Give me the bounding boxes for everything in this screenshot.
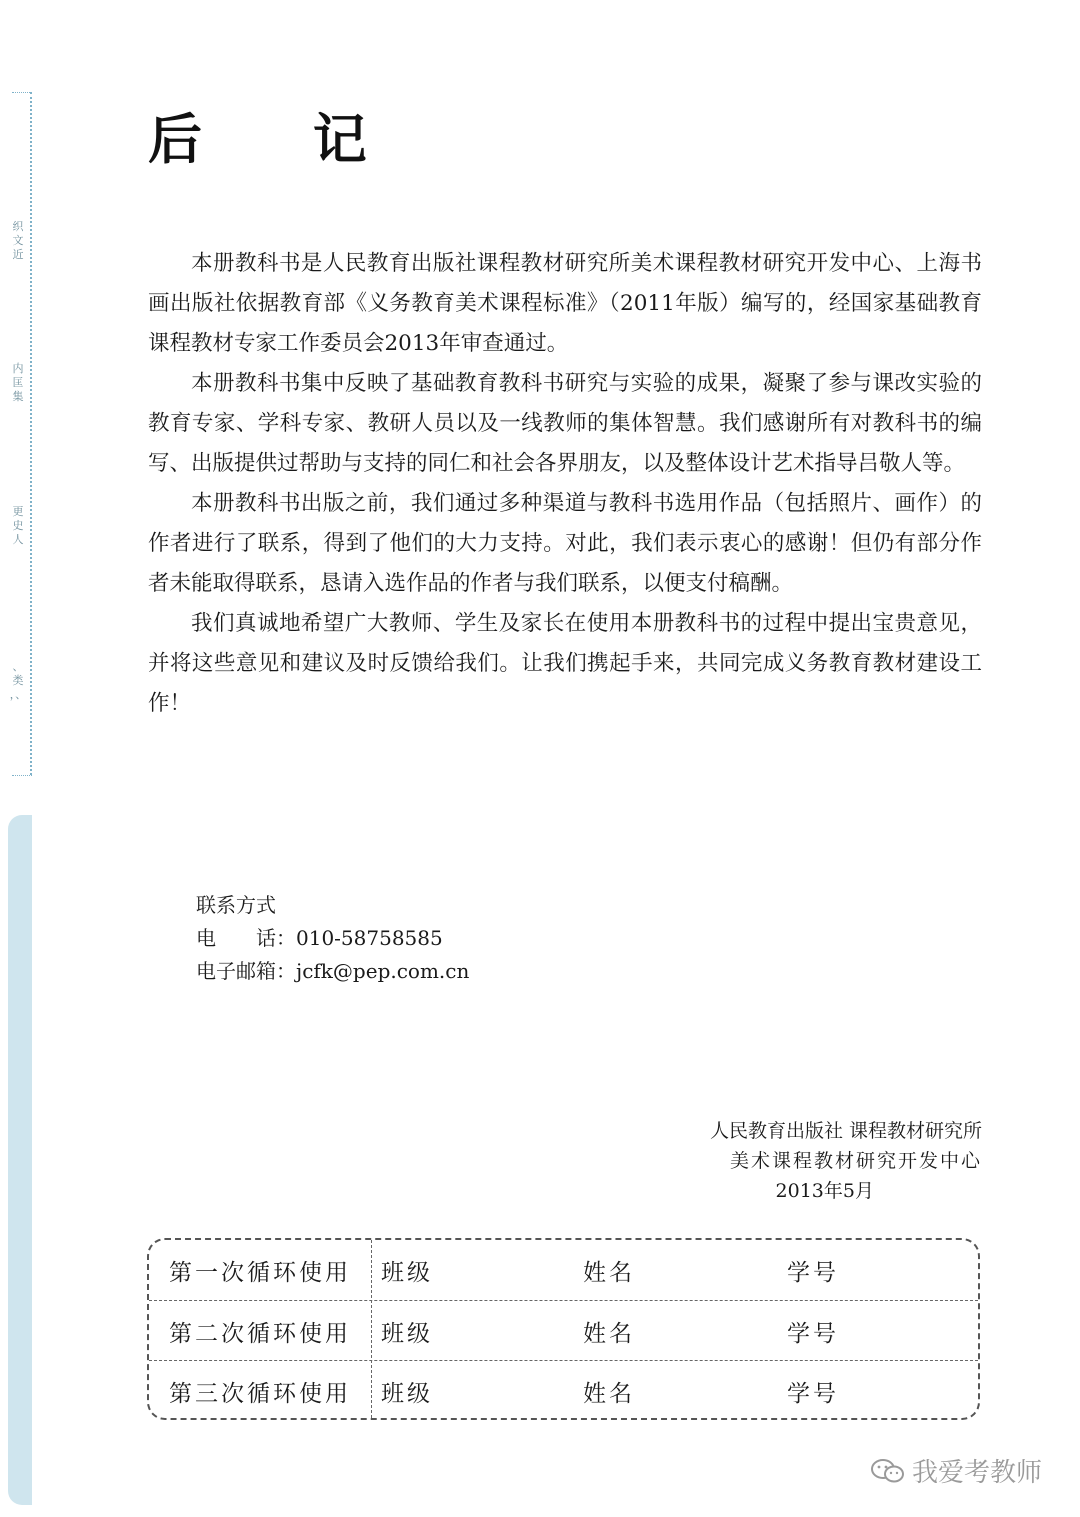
paragraph: 本册教科书出版之前，我们通过多种渠道与教科书选用作品（包括照片、画作）的作者进行了联系，得到了他们的大力支持。对此，我们表示衷心的感谢！但仍有部分作者未能取得联系，恳请入选作品的作者与我们联系，以便支付稿酬。 (148, 491, 982, 596)
cycle-label: 第一次循环使用 (169, 1260, 351, 1286)
paragraph: 我们真诚地希望广大教师、学生及家长在使用本册教科书的过程中提出宝贵意见，并将这些意见和建议及时反馈给我们。让我们携起手来，共同完成义务教育教材建设工作！ (148, 611, 982, 716)
contact-heading: 联系方式 (196, 893, 276, 917)
table-row (149, 1360, 978, 1421)
margin-tick-top (12, 92, 32, 93)
paragraph: 本册教科书集中反映了基础教育教科书研究与实验的成果，凝聚了参与课改实验的教育专家、学科专家、教研人员以及一线教师的集体智慧。我们感谢所有对教科书的编写、出版提供过帮助与支持的同仁和社会各界朋友，以及整体设计艺术指导吕敬人等。 (148, 371, 982, 476)
email-value: jcfk@pep.com.cn (296, 959, 470, 983)
signature-block (710, 1116, 982, 1206)
contact-phone-row (196, 922, 469, 955)
margin-color-band (8, 815, 32, 1505)
student-id-label: 学号 (787, 1321, 839, 1347)
body-text (148, 244, 982, 724)
margin-mark: 织 文 近 (12, 220, 24, 261)
margin-mark: 更 史 人 (12, 505, 24, 546)
table-row (149, 1240, 978, 1300)
cycle-label: 第二次循环使用 (169, 1321, 351, 1347)
email-label: 电子邮箱： (196, 959, 296, 983)
signature-line-2: 美术课程教材研究开发中心 (729, 1150, 982, 1172)
contact-email-row (196, 955, 469, 988)
class-label: 班级 (381, 1321, 433, 1347)
student-id-label: 学号 (787, 1260, 839, 1286)
watermark-text: 我爱考教师 (912, 1458, 1043, 1488)
margin-tick-bottom (12, 775, 32, 776)
name-label: 姓名 (583, 1321, 635, 1347)
table-row (149, 1300, 978, 1361)
name-label: 姓名 (583, 1260, 635, 1286)
phone-label: 电 话： (196, 926, 296, 950)
margin-dotted-line (30, 92, 32, 775)
margin-mark: 、 类 ，、 (9, 660, 27, 701)
signature-line-1: 人民教育出版社 课程教材研究所 (709, 1120, 982, 1142)
usage-record-table (147, 1238, 980, 1420)
margin-mark: 内 匡 集 (12, 362, 24, 403)
wechat-icon (870, 1457, 906, 1485)
class-label: 班级 (381, 1381, 433, 1407)
page-title: 后 记 (148, 107, 413, 171)
class-label: 班级 (381, 1260, 433, 1286)
contact-block (196, 889, 469, 988)
paragraph: 本册教科书是人民教育出版社课程教材研究所美术课程教材研究开发中心、上海书画出版社依据教育部《义务教育美术课程标准》（2011年版）编写的，经国家基础教育课程教材专家工作委员会2013年审查通过。 (148, 251, 982, 356)
watermark (870, 1452, 1042, 1489)
name-label: 姓名 (583, 1381, 635, 1407)
phone-value: 010-58758585 (296, 926, 443, 950)
signature-date: 2013年5月 (775, 1180, 874, 1202)
cycle-label: 第三次循环使用 (169, 1381, 351, 1407)
student-id-label: 学号 (787, 1381, 839, 1407)
